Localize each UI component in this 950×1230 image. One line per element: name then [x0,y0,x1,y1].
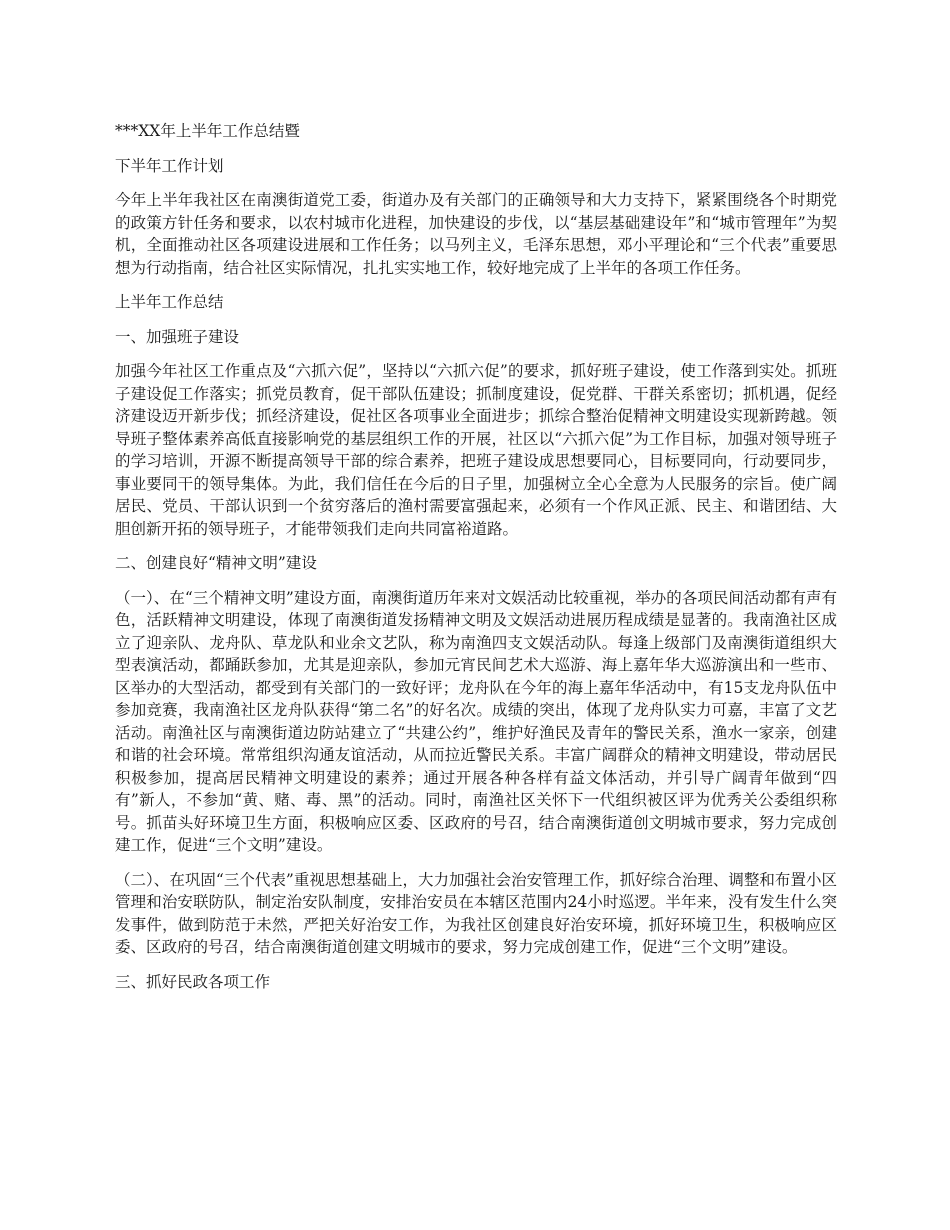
document-page [115,120,837,1005]
intro-paragraph: 今年上半年我社区在南澳街道党工委，街道办及有关部门的正确领导和大力支持下，紧紧围绕各个时期党的政策方针任务和要求，以农村城市化进程，加快建设的步伐，以“基层基础建设年”和“城市管理年”为契机，全面推动社区各项建设进展和工作任务；以马列主义，毛泽东思想，邓小平理论和“三个代表”重要思想为行动指南，结合社区实际情况，扎扎实实地工作，较好地完成了上半年的各项工作任务。 [115,191,837,277]
section-2-heading: 二、创建良好“精神文明”建设 [115,554,317,572]
section-1-paragraph: 加强今年社区工作重点及“六抓六促”，坚持以“六抓六促”的要求，抓好班子建设，使工作落到实处。抓班子建设促工作落实；抓党员教育，促干部队伍建设；抓制度建设，促党群、干群关系密切；抓机遇，促经济建设迈开新步伐；抓经济建设，促社区各项事业全面进步；抓综合整治促精神文明建设实现新跨越。领导班子整体素养高低直接影响党的基层组织工作的开展，社区以“六抓六促”为工作目标，加强对领导班子的学习培训，开源不断提高领导干部的综合素养，把班子建设成思想要同心，目标要同向，行动要同步，事业要同干的领导集体。为此，我们信任在今后的日子里，加强树立全心全意为人民服务的宗旨。使广阔居民、党员、干部认识到一个贫穷落后的渔村需要富强起来，必须有一个作风正派、民主、和谐团结、大胆创新开拓的领导班子，才能带领我们走向共同富裕道路。 [115,362,837,538]
document-title-line-1: ***XX年上半年工作总结暨 [115,122,300,140]
document-title-line-2: 下半年工作计划 [115,156,224,175]
section-summary-heading: 上半年工作总结 [115,293,224,311]
section-2-paragraph-2: （二）、在巩固“三个代表”重视思想基础上，大力加强社会治安管理工作，抓好综合治理、调整和布置小区管理和治安联防队，制定治安队制度，安排治安员在本辖区范围内24小时巡逻。半年来，没有发生什么突发事件，做到防范于未然，严把关好治安工作，为我社区创建良好治安环境，抓好环境卫生，积极响应区委、区政府的号召，结合南澳街道创建文明城市的要求，努力完成创建工作，促进“三个文明”建设。 [115,870,837,956]
section-1-heading: 一、加强班子建设 [115,327,240,346]
section-3-heading: 三、抓好民政各项工作 [115,972,271,991]
section-2-paragraph-1: （一）、在“三个精神文明”建设方面，南澳街道历年来对文娱活动比较重视，举办的各项民间活动都有声有色，活跃精神文明建设，体现了南澳街道发扬精神文明及文娱活动进展历程成绩是显著的。我南渔社区成立了迎亲队、龙舟队、草龙队和业余文艺队，称为南渔四支文娱活动队。每逢上级部门及南澳街道组织大型表演活动，都踊跃参加，尤其是迎亲队，参加元宵民间艺术大巡游、海上嘉年华大巡游演出和一些市、区举办的大型活动，都受到有关部门的一致好评；龙舟队在今年的海上嘉年华活动中，有15支龙舟队伍中参加竞赛，我南渔社区龙舟队获得“第二名”的好名次。成绩的突出，体现了龙舟队实力可嘉，丰富了文艺活动。南渔社区与南澳街道边防站建立了“共建公约”，维护好渔民及青年的警民关系，渔水一家亲，创建和谐的社会环境。常常组织沟通友谊活动，从而拉近警民关系。丰富广阔群众的精神文明建设，带动居民积极参加，提高居民精神文明建设的素养；通过开展各种各样有益文体活动，并引导广阔青年做到“四有”新人，不参加“黄、赌、毒、黑”的活动。同时，南渔社区关怀下一代组织被区评为优秀关公委组织称号。抓苗头好环境卫生方面，积极响应区委、区政府的号召，结合南澳街道创文明城市要求，努力完成创建工作，促进“三个文明”建设。 [115,588,837,854]
